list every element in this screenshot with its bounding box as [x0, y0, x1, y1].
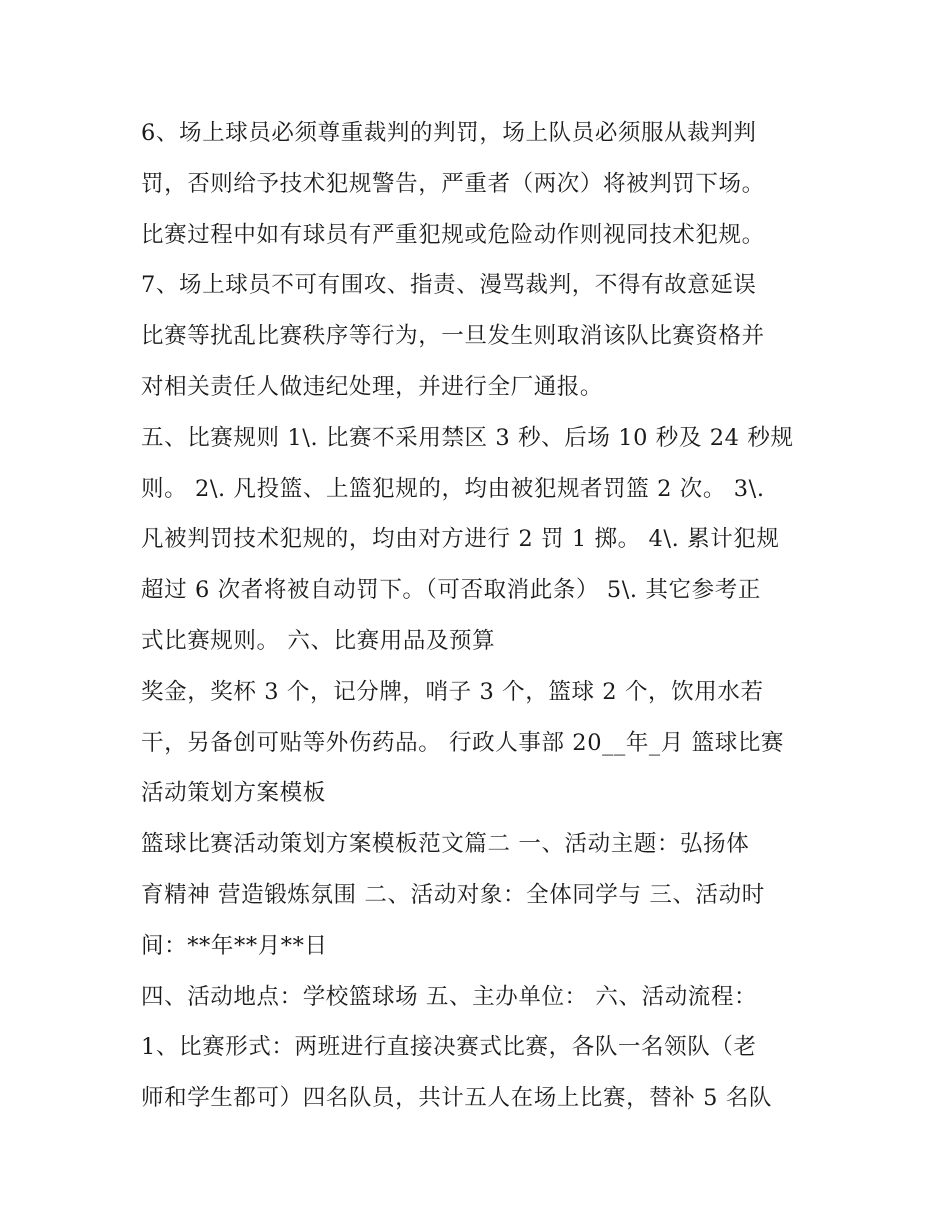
text-line: 1、比赛形式：两班进行直接决赛式比赛，各队一名领队（老	[141, 1034, 757, 1061]
text-line: 活动策划方案模板	[141, 780, 326, 807]
text-line: 凡被判罚技术犯规的，均由对方进行 2 罚 1 掷。 4\. 累计犯规	[141, 526, 780, 553]
text-line: 篮球比赛活动策划方案模板范文篇二 一、活动主题：弘扬体	[141, 831, 750, 858]
text-line: 对相关责任人做违纪处理，并进行全厂通报。	[141, 373, 604, 400]
text-line: 师和学生都可）四名队员，共计五人在场上比赛，替补 5 名队	[141, 1085, 773, 1112]
text-line: 6、场上球员必须尊重裁判的判罚，场上队员必须服从裁判判	[141, 120, 757, 146]
text-line: 7、场上球员不可有围攻、指责、漫骂裁判，不得有故意延误	[141, 272, 757, 299]
document-body	[141, 108, 821, 1124]
text-line: 五、比赛规则 1\. 比赛不采用禁区 3 秒、后场 10 秒及 24 秒规	[141, 424, 794, 451]
text-line: 式比赛规则。 六、比赛用品及预算	[141, 627, 496, 654]
text-line: 干，另备创可贴等外伤药品。 行政人事部 20__年_月 篮球比赛	[141, 729, 785, 756]
text-line: 间：**年**月**日	[141, 932, 328, 959]
text-line: 育精神 营造锻炼氛围 二、活动对象：全体同学与 三、活动时	[141, 881, 765, 908]
text-line: 超过 6 次者将被自动罚下。（可否取消此条） 5\. 其它参考正	[141, 577, 761, 604]
text-line: 比赛过程中如有球员有严重犯规或危险动作则视同技术犯规。	[141, 221, 765, 248]
text-line: 比赛等扰乱比赛秩序等行为，一旦发生则取消该队比赛资格并	[141, 323, 765, 350]
text-line: 四、活动地点：学校篮球场 五、主办单位： 六、活动流程：	[141, 983, 758, 1010]
text-line: 则。 2\. 凡投篮、上篮犯规的，均由被犯规者罚篮 2 次。 3\.	[141, 475, 765, 502]
text-line: 奖金，奖杯 3 个，记分牌，哨子 3 个，篮球 2 个，饮用水若	[141, 678, 764, 705]
text-line: 罚，否则给予技术犯规警告，严重者（两次）将被判罚下场。	[141, 170, 765, 197]
